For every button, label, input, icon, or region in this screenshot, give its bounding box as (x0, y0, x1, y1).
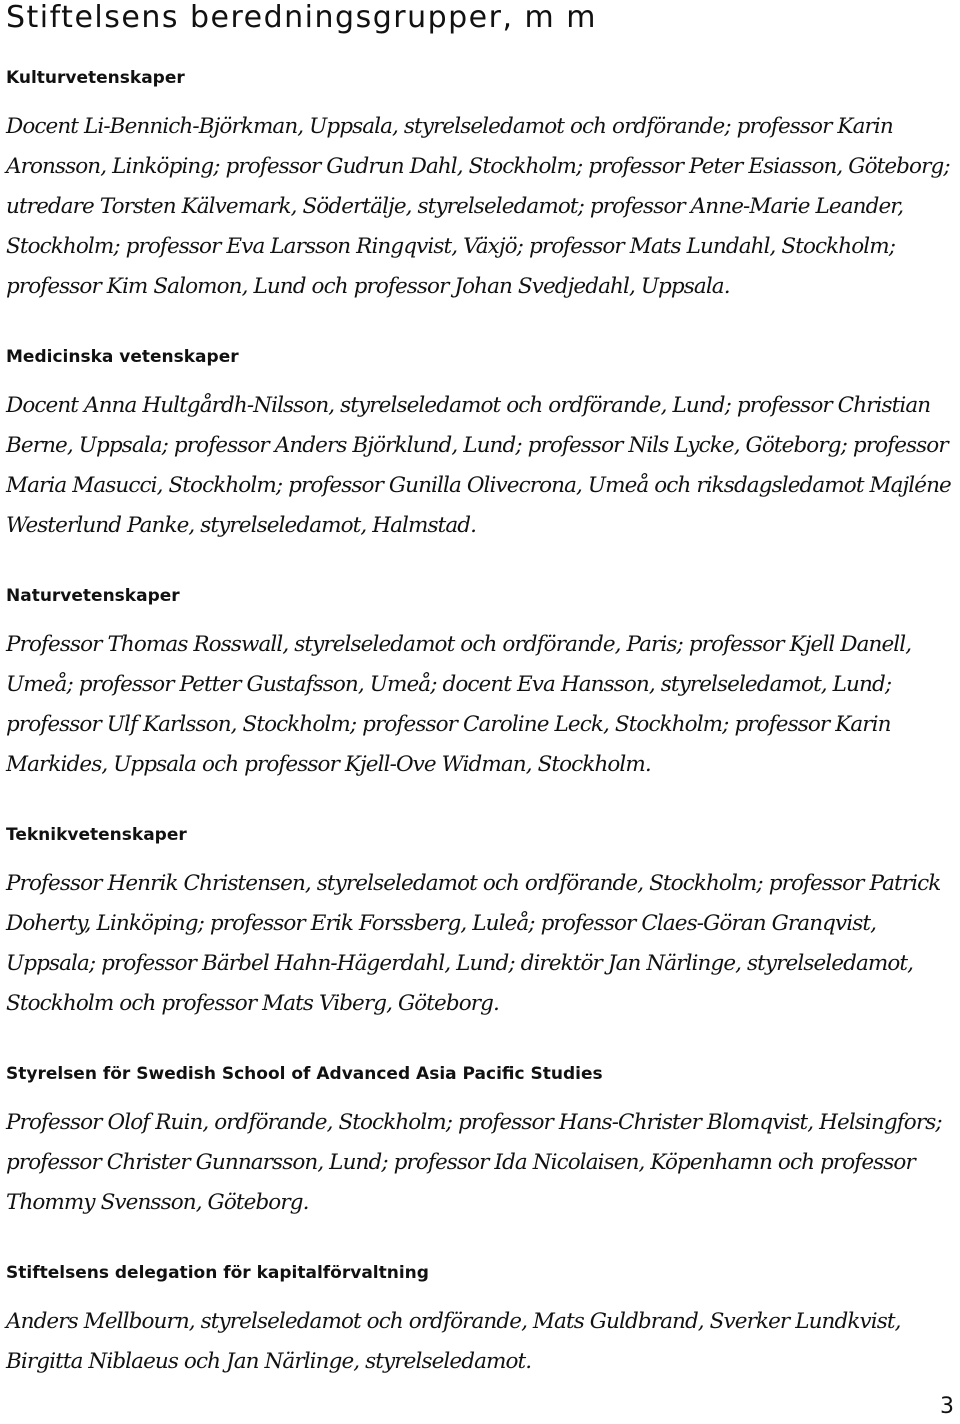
section-heading: Stiftelsens delegation för kapitalförvaltning (6, 1263, 429, 1283)
section-heading: Kulturvetenskaper (6, 68, 185, 88)
section-heading: Styrelsen för Swedish School of Advanced Asia Pacific Studies (6, 1064, 603, 1084)
section-body: Docent Anna Hultgårdh-Nilsson, styrelseledamot och ordförande, Lund; professor Christian Berne, Uppsala; professor Anders Björklund, Lund; professor Nils Lycke, Göteborg; professor Maria Masucci, Stockholm; professor Gunilla Olivecrona, Umeå och riksdagsledamot Majléne Westerlund Panke, styrelseledamot, Halmstad. (6, 393, 951, 538)
section-asia-pacific-studies (6, 1063, 956, 1223)
section-naturvetenskaper (6, 585, 956, 785)
section-heading: Naturvetenskaper (6, 586, 180, 606)
section-body: Professor Henrik Christensen, styrelseledamot och ordförande, Stockholm; professor Patrick Doherty, Linköping; professor Erik Forssberg, Luleå; professor Claes-Göran Granqvist, Uppsala; professor Bärbel Hahn-Hägerdahl, Lund; direktör Jan Närlinge, styrelseledamot, Stockholm och professor Mats Viberg, Göteborg. (6, 871, 941, 1016)
section-heading: Medicinska vetenskaper (6, 347, 239, 367)
section-teknikvetenskaper (6, 824, 956, 1024)
section-body: Professor Thomas Rosswall, styrelseledamot och ordförande, Paris; professor Kjell Danell, Umeå; professor Petter Gustafsson, Umeå; docent Eva Hansson, styrelseledamot, Lund; professor Ulf Karlsson, Stockholm; professor Caroline Leck, Stockholm; professor Karin Markides, Uppsala och professor Kjell-Ove Widman, Stockholm. (6, 632, 912, 777)
page-number: 3 (940, 1394, 954, 1419)
page-title: Stiftelsens beredningsgrupper, m m (6, 0, 598, 35)
section-kapitalforvaltning (6, 1262, 956, 1382)
section-kulturvetenskaper (6, 67, 956, 307)
section-body: Professor Olof Ruin, ordförande, Stockholm; professor Hans-Christer Blomqvist, Helsingfors; professor Christer Gunnarsson, Lund; professor Ida Nicolaisen, Köpenhamn och professor Thommy Svensson, Göteborg. (6, 1110, 942, 1215)
section-heading: Teknikvetenskaper (6, 825, 187, 845)
section-body: Anders Mellbourn, styrelseledamot och ordförande, Mats Guldbrand, Sverker Lundkvist, Birgitta Niblaeus och Jan Närlinge, styrelseledamot. (6, 1309, 901, 1374)
section-body: Docent Li-Bennich-Björkman, Uppsala, styrelseledamot och ordförande; professor Karin Aronsson, Linköping; professor Gudrun Dahl, Stockholm; professor Peter Esiasson, Göteborg; utredare Torsten Kälvemark, Södertälje, styrelseledamot; professor Anne-Marie Leander, Stockholm; professor Eva Larsson Ringqvist, Växjö; professor Mats Lundahl, Stockholm; professor Kim Salomon, Lund och professor Johan Svedjedahl, Uppsala. (6, 114, 950, 299)
section-medicinska-vetenskaper (6, 346, 956, 546)
